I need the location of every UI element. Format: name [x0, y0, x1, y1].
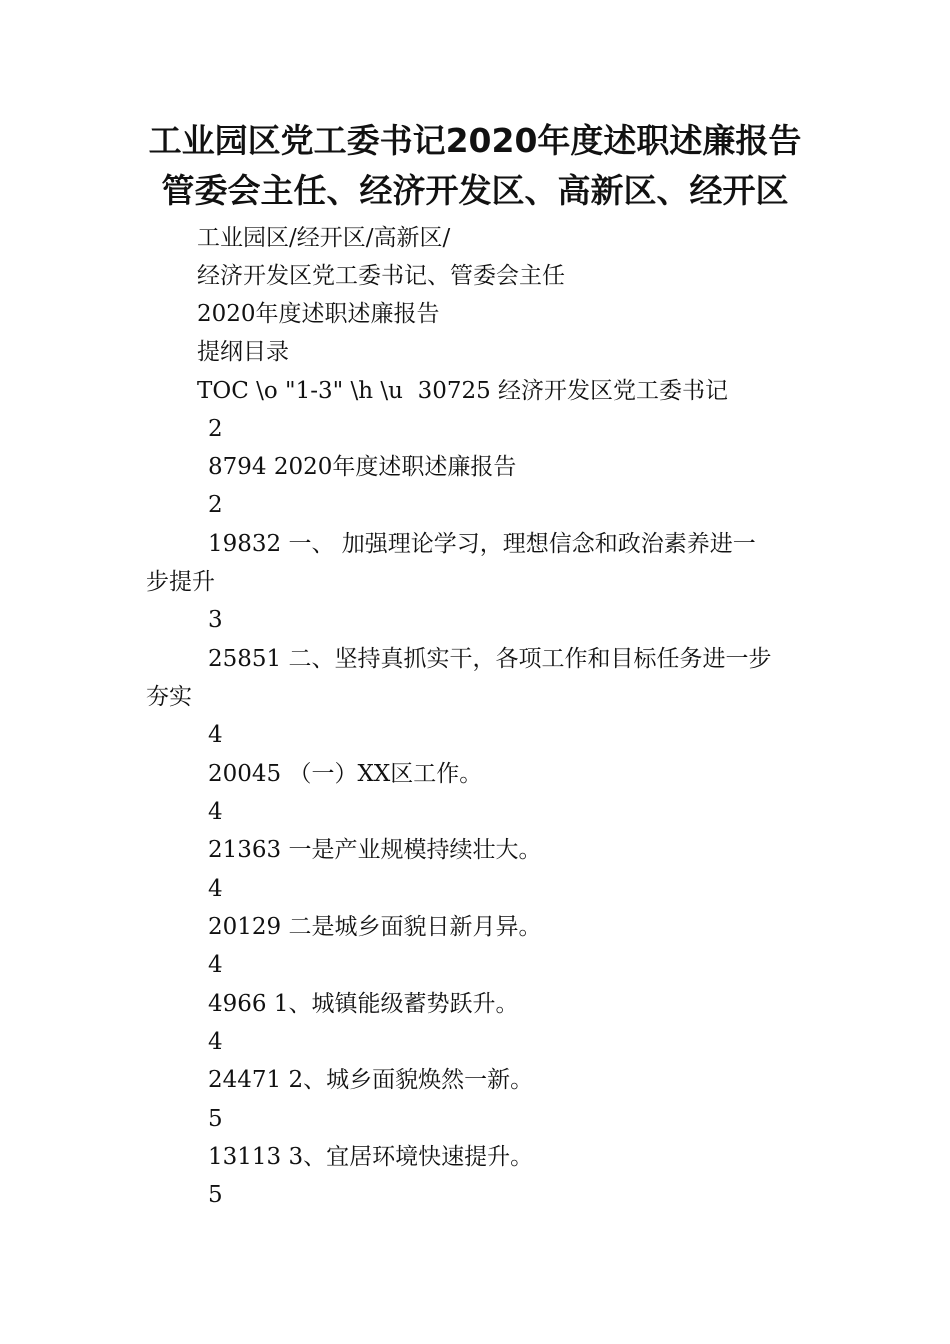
toc-page-number: 4	[208, 876, 223, 902]
toc-page-number: 4	[208, 1029, 223, 1055]
toc-field-code: TOC \o "1-3" \h \u 30725 经济开发区党工委书记	[197, 378, 729, 404]
header-line: 工业园区/经开区/高新区/	[197, 225, 451, 251]
toc-entry: 4966 1、城镇能级蓄势跃升。	[208, 991, 519, 1017]
toc-page-number: 2	[208, 492, 223, 518]
toc-page-number: 4	[208, 799, 223, 825]
toc-entry: 8794 2020年度述职述廉报告	[208, 454, 517, 480]
toc-page-number: 5	[208, 1106, 223, 1132]
toc-heading: 提纲目录	[197, 339, 289, 365]
toc-entry-continuation: 夯实	[146, 684, 192, 710]
toc-page-number: 3	[208, 607, 223, 633]
toc-page-number: 4	[208, 952, 223, 978]
toc-entry: 25851 二、坚持真抓实干，各项工作和目标任务进一步	[208, 646, 772, 672]
toc-page-number: 4	[208, 722, 223, 748]
toc-page-number: 2	[208, 416, 223, 442]
toc-entry: 24471 2、城乡面貌焕然一新。	[208, 1067, 534, 1093]
toc-entry: 20045 （一）XX区工作。	[208, 761, 483, 787]
toc-page-number: 5	[208, 1182, 223, 1208]
toc-entry: 20129 二是城乡面貌日新月异。	[208, 914, 542, 940]
toc-entry: 21363 一是产业规模持续壮大。	[208, 837, 542, 863]
toc-entry: 19832 一、 加强理论学习，理想信念和政治素养进一	[208, 531, 756, 557]
toc-entry-continuation: 步提升	[146, 569, 215, 595]
header-line: 2020年度述职述廉报告	[197, 301, 440, 327]
toc-entry: 13113 3、宜居环境快速提升。	[208, 1144, 534, 1170]
document-title: 工业园区党工委书记2020年度述职述廉报告	[148, 121, 802, 160]
document-subtitle: 管委会主任、经济开发区、高新区、经开区	[161, 171, 789, 210]
header-line: 经济开发区党工委书记、管委会主任	[197, 263, 565, 289]
